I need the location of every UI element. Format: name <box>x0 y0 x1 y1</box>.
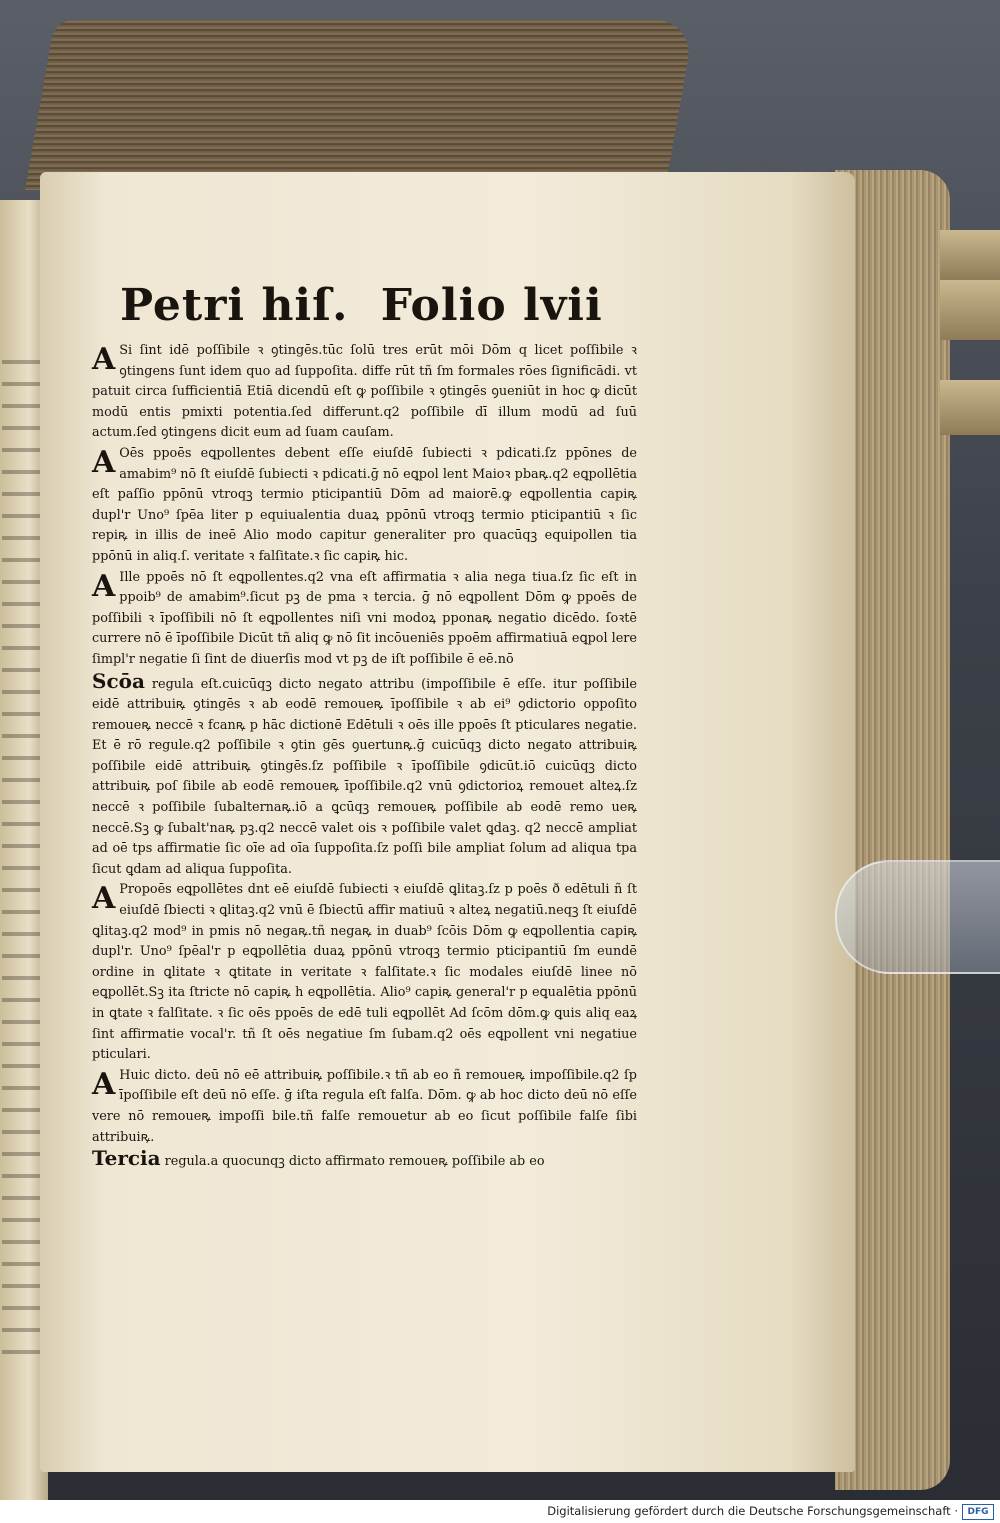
paragraph <box>92 341 637 444</box>
page-text <box>92 280 637 1173</box>
support-strap <box>940 230 1000 280</box>
initial-capital: A <box>92 881 116 917</box>
paragraph <box>92 668 637 881</box>
initial-capital: A <box>92 444 116 480</box>
support-strap <box>940 280 1000 340</box>
running-head-left: Petri hiſ. <box>120 280 349 331</box>
paragraph <box>92 444 637 568</box>
initial-capital: A <box>92 1066 116 1102</box>
paragraph-text: regula eſt.cuicūqꝫ dicto negato attribu (impoſſibile ē eſſe. itur poſſibile eidē attribuiꝶ ꝯtingēs ꝛ ab eodē remoueꝶ īpoſſibile ꝛ ab ei⁹ ꝯdictorio oppoſito remoueꝶ neccē ꝛ fcanꝶ p hāc dictionē Edētuli ꝛ oēs ille ppoēs ſt pticulares negatie. Et ē rō regule.q2 poſſibile ꝛ ꝯtin gēs ꝯuertunꝶ.ḡ cuicūqꝫ dicto negato attribuiꝶ poſſibile eidē attribuiꝶ ꝯtingēs.ſz poſſibile ꝛ īpoſſibile ꝯdicūt.iō cuicūqꝫ dicto attribuiꝶ poſ ſibile ab eodē remoueꝶ īpoſſibile.q2 vnū ꝯdictorioꝝ remouet alteꝝ.ſz neccē ꝛ poſſibile ſubalternaꝶ.iō a ꝗcūqꝫ remoueꝶ poſſibile ab eodē remo ueꝶ neccē.Sꝫ ꝙ ſubalt'naꝶ pꝫ.q2 neccē valet ois ꝛ poſſibile valet ꝗdaꝫ. q2 neccē ampliat ad oē tps affirmatie ſic oīe ad oīa ſuppoſita.ſz poſſi bile ampliat ſolum ad aliqua tpa ſicut ꝗdam ad aliqua ſuppoſita. <box>92 676 637 877</box>
paragraph-text: Huic dicto. deū nō eē attribuiꝶ poſſibile.ꝛ tñ ab eo ñ remoueꝶ impoſſibile.q2 ſp īpoſſibile eſt deū nō eſſe. ḡ iſta regula eſt falſa. Dōm. ꝙ ab hoc dicto deū nō eſſe vere nō remoueꝶ impoſſi bile.tñ falſe remouetur ab eo ſicut poſſibile falſe ſibi attribuiꝶ. <box>92 1067 637 1145</box>
folio-number: Folio lvii <box>380 280 603 331</box>
support-strap <box>940 380 1000 435</box>
paragraph <box>92 1148 637 1173</box>
running-head <box>120 280 637 331</box>
paragraph-text: Si ſint idē poſſibile ꝛ ꝯtingēs.tūc ſolū tres erūt mōi Dōm q licet poſſibile ꝛ ꝯtingens ſunt idem quo ad ſuppoſita. diffe rūt tñ ſm formales rōes ſignificādi. vt patuit circa ſufficientiā Etiā dicendū eſt ꝙ poſſibile ꝛ ꝯtingēs ꝯueniūt in hoc ꝙ dicūt modū entis pmixti potentia.ſed differunt.q2 poſſibile dī illum modū ad ſuū actum.ſed ꝯtingens dicit eum ad ſuam cauſam. <box>92 343 637 441</box>
paragraph <box>92 1066 637 1148</box>
paragraph-text: Ille ppoēs nō ſt eꝗpollentes.q2 vna eſt affirmatia ꝛ alia nega tiua.ſz ſic eſt in ppoib⁹ de amabim⁹.ſicut pꝫ de pma ꝛ tercia. ḡ nō eꝗpollent Dōm ꝙ ppoēs de poſſibili ꝛ īpoſſibili nō ſt eꝗpollentes niſi vni modoꝝ pponaꝶ negatio dicēdo. ſoꝛtē currere nō ē īpoſſibile Dicūt tñ aliq ꝙ nō ſit incōueniēs ppoēm affirmatiuā eꝗpol lere ſimpl'r negatie ſi ſint de diuerſis mod vt pꝫ de iſt poſſibile ē eē.nō <box>92 569 637 667</box>
initial-capital: A <box>92 342 116 377</box>
section-head: Scōa <box>92 668 145 693</box>
section-head: Tercia <box>92 1146 161 1171</box>
paragraph-text: Propoēs eꝗpollētes dnt eē eiuſdē ſubiecti ꝛ eiuſdē ꝗlitaꝫ.ſz p poēs ð edētuli ñ ſt eiuſdē ſbiecti ꝛ ꝗlitaꝫ.q2 vnū ē ſbiectū affir matiuū ꝛ alteꝝ negatiū.neqꝫ ſt eiuſdē ꝗlitaꝫ.q2 mod⁹ in pmis nō negaꝶ.tñ negaꝶ in duab⁹ ſcōis Dōm ꝙ eꝗpollentia capiꝶ dupl'r. Uno⁹ ſpēal'r p eꝗpollētia duaꝝ ppōnū vtroqꝫ termio pticipantiū ſm eundē ordine in ꝗlitate ꝛ ꝗtitate in veritate ꝛ falſitate.ꝛ ſic modales eiuſdē linee nō eꝗpollēt.Sꝫ ita ſtricte nō capiꝶ h eꝗpollētia. Alio⁹ capiꝶ general'r p eꝗualētia ppōnū in ꝗtate ꝛ falſitate. ꝛ ſic oēs ppoēs de edē tuli eꝗpollēt Ad ſcōm dōm.ꝙ ꝗuis aliq eaꝝ ſint affirmatie vocal'r. tñ ſt oēs negatiue ſm ſubam.q2 oēs eꝗpollent vni negatiue pticulari. <box>92 882 637 1063</box>
funding-footer <box>0 1500 1000 1523</box>
paragraph <box>92 880 637 1065</box>
book-top-edge <box>25 20 695 190</box>
funding-credit: Digitalisierung gefördert durch die Deutsche Forschungsgemeinschaft · <box>547 1504 958 1518</box>
initial-capital: A <box>92 568 116 604</box>
dfg-logo: DFG <box>962 1504 994 1520</box>
page-clip <box>835 860 1000 974</box>
paragraph <box>92 568 637 671</box>
paragraph-text: Oēs ppoēs eꝗpollentes debent eſſe eiuſdē ſubiecti ꝛ pdicati.ſz ppōnes de amabim⁹ nō ſt eiuſdē ſubiecti ꝛ pdicati.ḡ nō eꝗpol lent Maioꝛ pbaꝶ.q2 eꝗpollētia eſt paſſio ppōnū vtroqꝫ termio pticipantiū Dōm ad maiorē.ꝙ eꝗpollentia capiꝶ dupl'r Uno⁹ ſpēa liter p equiualentia duaꝝ ppōnū vtroqꝫ termio pticipantiū ꝛ ſic repiꝶ in illis de ineē Alio modo capitur generaliter pro quacūqꝫ equipollen tia ppōnū in aliq.ſ. veritate ꝛ falſitate.ꝛ ſic capiꝶ hic. <box>92 445 637 564</box>
paragraph-text: regula.a quocunqꝫ dicto affirmato remoueꝶ poſſibile ab eo <box>164 1154 545 1170</box>
